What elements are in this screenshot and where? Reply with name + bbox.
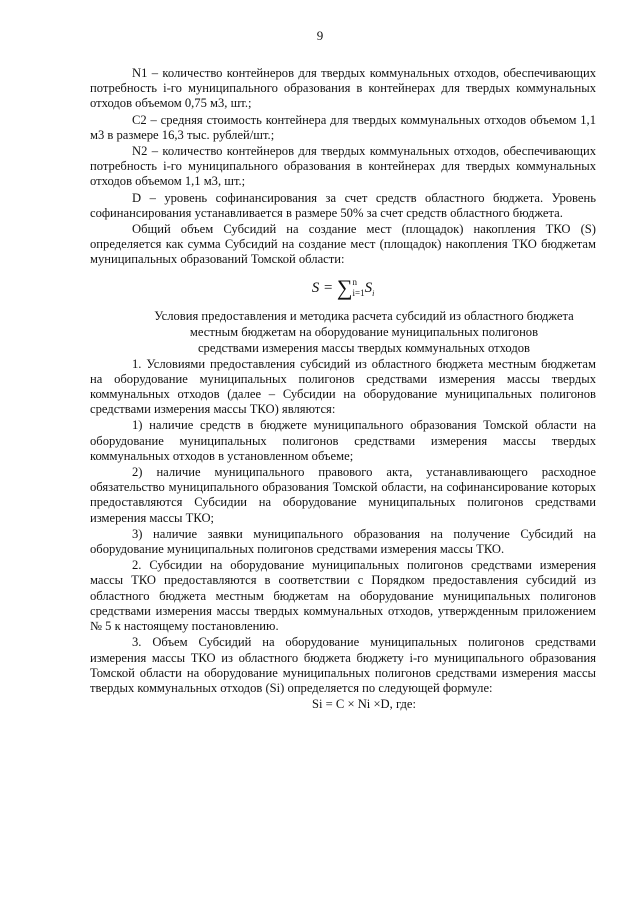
paragraph: C2 – средняя стоимость контейнера для твердых коммунальных отходов объемом 1,1 м3 в размере 16,3 тыс. рублей/шт.; <box>90 112 596 142</box>
paragraph: N2 – количество контейнеров для твердых коммунальных отходов, обеспечивающих потребность i-го муниципального образования в контейнерах для твердых коммунальных отходов объемом 1,1 м3, шт.; <box>90 144 596 189</box>
sum-formula: S = ∑ n i=1 $S_i$ <box>311 274 375 300</box>
section-title: Условия предоставления и методика расчета субсидий из областного бюджета местным бюджетам на оборудование муниципальных полигонов средствами измерения массы твердых коммунальных отходов <box>154 308 574 355</box>
paragraph: N1 – количество контейнеров для твердых коммунальных отходов, обеспечивающих потребность i-го муниципального образования в контейнерах для твердых коммунальных отходов объемом 0,75 м3, шт.; <box>90 66 596 111</box>
paragraph: 2) наличие муниципального правового акта, устанавливающего расходное обязательство муниципального образования Томской области, на софинансирование которых предоставляются Субсидии на оборудование муниципальных полигонов средствами измерения массы ТКО; <box>90 465 596 525</box>
paragraph: 3. Объем Субсидий на оборудование муниципальных полигонов средствами измерения массы ТКО из областного бюджета бюджету i-го муниципального образования Томской области на оборудование муниципальных полигонов средствами измерения массы твердых коммунальных отходов (Si) определяется по следующей формуле: <box>90 635 596 695</box>
paragraph: 3) наличие заявки муниципального образования на получение Субсидий на оборудование муниципальных полигонов средствами измерения массы ТКО. <box>90 526 596 557</box>
paragraph: 2. Субсидии на оборудование муниципальных полигонов средствами измерения массы ТКО предоставляются в соответствии с Порядком предоставления субсидий из областного бюджета местным бюджетам на оборудование муниципальных полигонов средствами измерения массы твердых коммунальных отходов, утвержденным приложением № 5 к настоящему постановлению. <box>90 558 596 634</box>
body-text <box>90 66 596 712</box>
paragraph: D – уровень софинансирования за счет средств областного бюджета. Уровень софинансирования устанавливается в размере 50% за счет средств областного бюджета. <box>90 190 596 220</box>
paragraph: 1) наличие средств в бюджете муниципального образования Томской области на оборудование муниципальных полигонов средствами измерения массы твердых коммунальных отходов в установленном объеме; <box>90 418 596 463</box>
paragraph: 1. Условиями предоставления субсидий из областного бюджета местным бюджетам на оборудование муниципальных полигонов средствами измерения массы твердых коммунальных отходов (далее – Субсидии на оборудование муниципальных полигонов средствами измерения массы ТКО) являются: <box>90 356 596 417</box>
page-number: 9 <box>316 28 324 43</box>
paragraph: Общий объем Субсидий на создание мест (площадок) накопления ТКО (S) определяется как сумма Субсидий на создание мест (площадок) накопления ТКО бюджетам муниципальных образований Томской области: <box>90 222 596 267</box>
subsidy-formula: Si = C × Ni ×D, где: <box>312 697 416 712</box>
